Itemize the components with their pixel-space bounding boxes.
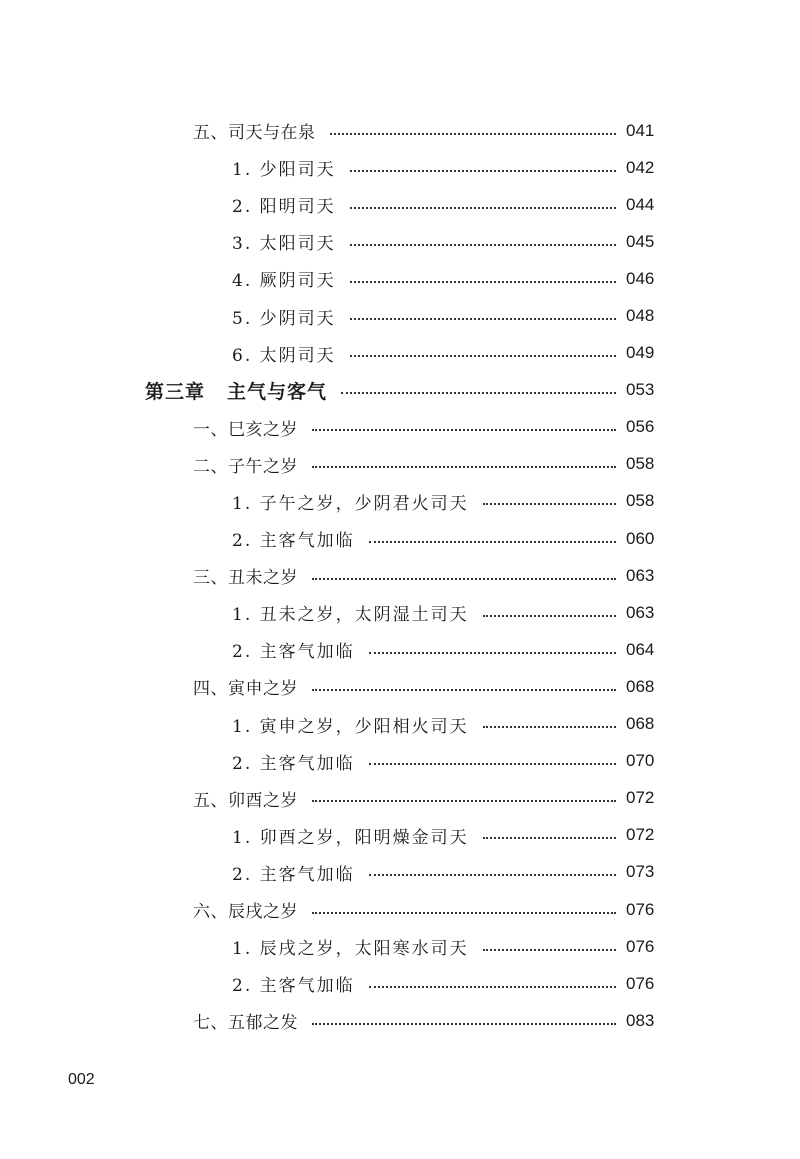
toc-entry-section[interactable] [0, 112, 800, 149]
toc-entry-page: 072 [626, 825, 655, 845]
dot-leader [483, 837, 616, 839]
toc-entry-title: 六、辰戌之岁 [193, 902, 298, 923]
toc-entry-title: 2. 主客气加临 [232, 976, 355, 997]
dot-leader [350, 318, 616, 320]
toc-entry-page: 046 [626, 268, 655, 288]
toc-entry-page: 045 [626, 231, 655, 251]
toc-entry-title: 2. 主客气加临 [232, 531, 355, 552]
toc-entry-title: 五、司天与在泉 [193, 123, 316, 144]
toc-entry-sub[interactable] [0, 335, 800, 372]
toc-entry-page: 060 [626, 528, 655, 548]
toc-entry-sub[interactable] [0, 743, 800, 780]
dot-leader [350, 244, 616, 246]
toc-entry-page: 076 [626, 936, 655, 956]
toc-entry-title: 四、寅申之岁 [193, 679, 298, 700]
toc-entry-sub[interactable] [0, 965, 800, 1002]
toc-entry-page: 042 [626, 157, 655, 177]
toc-entry-page: 073 [626, 862, 655, 882]
toc-entry-page: 072 [626, 788, 655, 808]
toc-entry-chapter[interactable] [0, 372, 800, 409]
toc-entry-title: 二、子午之岁 [193, 456, 298, 477]
dot-leader [341, 392, 616, 394]
dot-leader [369, 874, 616, 876]
toc-entry-title: 1. 子午之岁，少阴君火司天 [232, 493, 469, 514]
toc-entry-page: 056 [626, 417, 655, 437]
dot-leader [483, 726, 616, 728]
toc-entry-sub[interactable] [0, 594, 800, 631]
toc-entry-page: 070 [626, 751, 655, 771]
toc-entry-sub[interactable] [0, 520, 800, 557]
toc-entry-title: 2. 主客气加临 [232, 864, 355, 885]
page-number: 002 [68, 1071, 95, 1088]
dot-leader [369, 541, 616, 543]
toc-entry-page: 083 [626, 1010, 655, 1030]
toc-entry-section[interactable] [0, 780, 800, 817]
toc-entry-title: 6. 太阴司天 [232, 345, 336, 366]
toc-entry-page: 053 [626, 380, 655, 400]
toc-entry-title: 1. 寅申之岁，少阳相火司天 [232, 716, 469, 737]
dot-leader [483, 615, 616, 617]
toc-entry-title: 1. 卯酉之岁，阳明燥金司天 [232, 827, 469, 848]
toc-entry-section[interactable] [0, 409, 800, 446]
dot-leader [312, 689, 616, 691]
dot-leader [350, 170, 616, 172]
toc-entry-sub[interactable] [0, 817, 800, 854]
dot-leader [369, 652, 616, 654]
toc-entry-sub[interactable] [0, 186, 800, 223]
toc-entry-page: 068 [626, 714, 655, 734]
toc-entry-title: 1. 少阳司天 [232, 160, 336, 181]
dot-leader [483, 503, 616, 505]
toc-entry-page: 048 [626, 306, 655, 326]
chapter-title: 主气与客气 [227, 380, 328, 403]
toc-entry-sub[interactable] [0, 260, 800, 297]
toc-entry-page: 063 [626, 602, 655, 622]
toc-entry-section[interactable] [0, 1002, 800, 1039]
toc-entry-title: 1. 辰戌之岁，太阳寒水司天 [232, 939, 469, 960]
toc-entry-section[interactable] [0, 668, 800, 705]
dot-leader [350, 355, 616, 357]
dot-leader [312, 800, 616, 802]
toc-entry-page: 076 [626, 973, 655, 993]
toc-entry-page: 063 [626, 565, 655, 585]
dot-leader [312, 466, 616, 468]
toc-entry-page: 058 [626, 454, 655, 474]
toc-entry-page: 058 [626, 491, 655, 511]
toc-entry-sub[interactable] [0, 483, 800, 520]
toc-entry-title: 3. 太阳司天 [232, 234, 336, 255]
dot-leader [312, 1023, 616, 1025]
toc-entry-page: 044 [626, 194, 655, 214]
toc-entry-page: 064 [626, 639, 655, 659]
toc-entry-sub[interactable] [0, 223, 800, 260]
toc-entry-title: 5. 少阴司天 [232, 308, 336, 329]
toc-entry-title: 4. 厥阴司天 [232, 271, 336, 292]
toc-entry-section[interactable] [0, 891, 800, 928]
toc-entry-sub[interactable] [0, 928, 800, 965]
toc-entry-title: 一、巳亥之岁 [193, 419, 298, 440]
dot-leader [350, 281, 616, 283]
toc-entry-sub[interactable] [0, 854, 800, 891]
dot-leader [312, 578, 616, 580]
toc-entry-title [145, 377, 327, 404]
toc-entry-title: 五、卯酉之岁 [193, 790, 298, 811]
toc-entry-title: 1. 丑未之岁，太阴湿土司天 [232, 605, 469, 626]
toc-entry-sub[interactable] [0, 297, 800, 334]
dot-leader [312, 429, 616, 431]
toc-entry-title: 2. 主客气加临 [232, 753, 355, 774]
toc-entry-title: 七、五郁之发 [193, 1013, 298, 1034]
dot-leader [350, 207, 616, 209]
dot-leader [312, 912, 616, 914]
toc-entry-sub[interactable] [0, 631, 800, 668]
table-of-contents [0, 112, 800, 1039]
toc-entry-sub[interactable] [0, 706, 800, 743]
toc-entry-title: 2. 主客气加临 [232, 642, 355, 663]
chapter-number: 第三章 [145, 380, 206, 403]
toc-entry-page: 068 [626, 676, 655, 696]
toc-entry-page: 049 [626, 343, 655, 363]
toc-entry-page: 076 [626, 899, 655, 919]
toc-entry-title: 2. 阳明司天 [232, 197, 336, 218]
toc-entry-sub[interactable] [0, 149, 800, 186]
dot-leader [369, 986, 616, 988]
toc-entry-title: 三、丑未之岁 [193, 568, 298, 589]
toc-entry-section[interactable] [0, 446, 800, 483]
dot-leader [483, 949, 616, 951]
toc-entry-page: 041 [626, 120, 655, 140]
dot-leader [330, 133, 617, 135]
toc-entry-section[interactable] [0, 557, 800, 594]
dot-leader [369, 763, 616, 765]
